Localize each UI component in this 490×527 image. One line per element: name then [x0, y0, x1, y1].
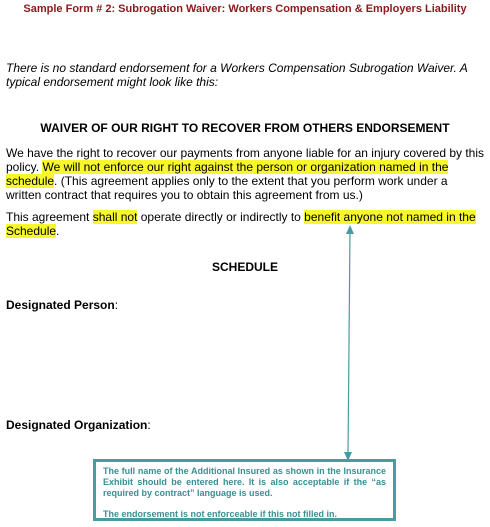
recovery-text-start: We have the right to recover our payments from anyone liable for an injury covered by this policy. — [6, 146, 485, 174]
endorsement-heading: WAIVER OF OUR RIGHT TO RECOVER FROM OTHERS ENDORSEMENT — [40, 121, 450, 135]
recovery-text-end: . (This agreement applies only to the extent that you perform work under a written contract that requires you to obtain this agreement from us.) — [6, 174, 448, 202]
agreement-text-end: . — [56, 224, 60, 238]
intro-text: There is no standard endorsement for a Workers Compensation Subrogation Waiver. A typical endorsement might look like this: — [6, 61, 468, 89]
designated-organization-colon: : — [147, 418, 151, 432]
page-title: Sample Form # 2: Subrogation Waiver: Workers Compensation & Employers Liability — [23, 3, 467, 15]
agreement-text-start: This agreement — [6, 210, 93, 224]
note-text-1: The full name of the Additional Insured as shown in the Insurance Exhibit should be entered here. It is also acceptable if the “as required by contract” language is used. — [103, 466, 386, 498]
agreement-text-middle: operate directly or indirectly to — [137, 210, 305, 224]
schedule-title: SCHEDULE — [211, 260, 278, 274]
designated-organization-label: Designated Organization — [6, 418, 148, 432]
designated-person-label: Designated Person — [6, 298, 115, 312]
highlight-no-enforce: We will not enforce our right against the person or organization named in the schedule — [6, 160, 449, 188]
highlight-benefit: benefit anyone not named in the Schedule — [6, 210, 476, 238]
designated-person-colon: : — [114, 298, 119, 312]
highlight-shall-not: shall not — [92, 210, 138, 224]
note-text-2: The endorsement is not enforceable if this not filled in. — [103, 509, 338, 519]
instruction-note — [93, 459, 396, 521]
